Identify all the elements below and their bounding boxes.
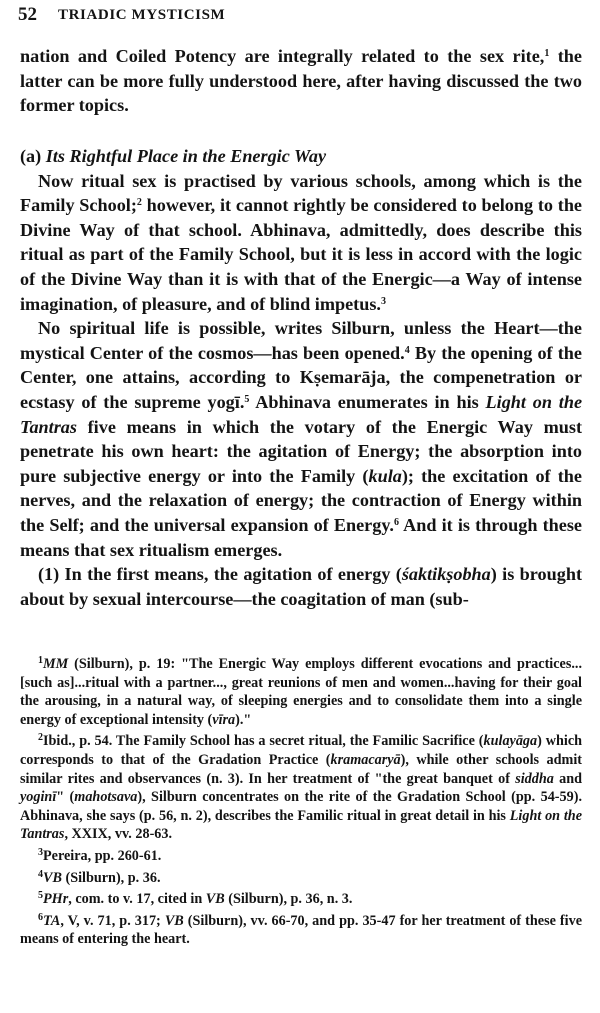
- section-heading: (a) Its Rightful Place in the Energic Way: [20, 146, 327, 166]
- footnote-4: $^4$VB (Silburn), p. 36.: [38, 868, 161, 886]
- paragraph-2: No spiritual life is possible, writes Silburn, unless the Heart—the mystical Center of the cosmos—has been opened.$^4$ By the opening of the Center, one attains, according to Kṣemarāja, the compenetration or ecstasy of the supreme yogī.$^5$ Abhinava enumerates in his Light on the Tantras five means in which the votary of the Energic Way must penetrate his own heart: the agitation of Energy; the absorption into pure subjective energy or into the Family (kula); the excitation of the nerves, and the relaxation of energy; the contraction of Energy within the Self; and the universal expansion of Energy.$^6$ And it is through these means that sex ritualism emerges.: [20, 318, 583, 560]
- paragraph-1: Now ritual sex is practised by various schools, among which is the Family School;$^2$ however, it cannot rightly be considered to belong to the Divine Way of that school. Abhinava, admittedly, does describe this ritual as part of the Family School, but it is less in accord with the logic of the Divine Way than it is with that of the Energic—a Way of intense imagination, of pleasure, and of blind impetus.$^3$: [20, 170, 583, 314]
- page-header: [18, 3, 578, 33]
- paragraph-3: (1) In the first means, the agitation of energy (śaktikṣobha) is brought about by sexual intercourse—the coagitation of man (sub-: [20, 564, 582, 609]
- intro-paragraph: [20, 44, 582, 118]
- intro-text: nation and Coiled Potency are integrally related to the sex rite,$^1$ the latter can be more fully understood here, after having discussed the two former topics.: [20, 46, 582, 116]
- footnote-3: $^3$Pereira, pp. 260-61.: [38, 846, 162, 864]
- running-title: TRIADIC MYSTICISM: [58, 7, 226, 23]
- footnote-1: $^1$MM (Silburn), p. 19: "The Energic Way employs different evocations and practices...[such as]...ritual with a partner..., great reunions of men and women...having for their goal the arousing, in a natural way, of sleeping energies and to consolidate them into a single energy of exceptional intensity (vīra).": [20, 655, 582, 728]
- footnotes: [20, 652, 582, 949]
- main-text: [20, 144, 582, 611]
- footnote-2: $^2$Ibid., p. 54. The Family School has a secret ritual, the Familic Sacrifice (kulayāga) which corresponds to that of the Gradation Practice (kramacaryā), while other schools admit similar rites and observances (n. 3). In her treatment of "the great banquet of siddha and yoginī" (mahotsava), Silburn concentrates on the rite of the Gradation School (pp. 54-59). Abhinava, she says (p. 56, n. 2), describes the Familic ritual in great detail in his Light on the Tantras, XXIX, vv. 28-63.: [20, 732, 583, 843]
- page-number: 52: [18, 4, 37, 25]
- footnote-5: $^5$PHr, com. to v. 17, cited in VB (Silburn), p. 36, n. 3.: [38, 890, 353, 908]
- footnote-6: $^6$TA, V, v. 71, p. 317; VB (Silburn), vv. 66-70, and pp. 35-47 for her treatment of these five means of entering the heart.: [20, 911, 582, 948]
